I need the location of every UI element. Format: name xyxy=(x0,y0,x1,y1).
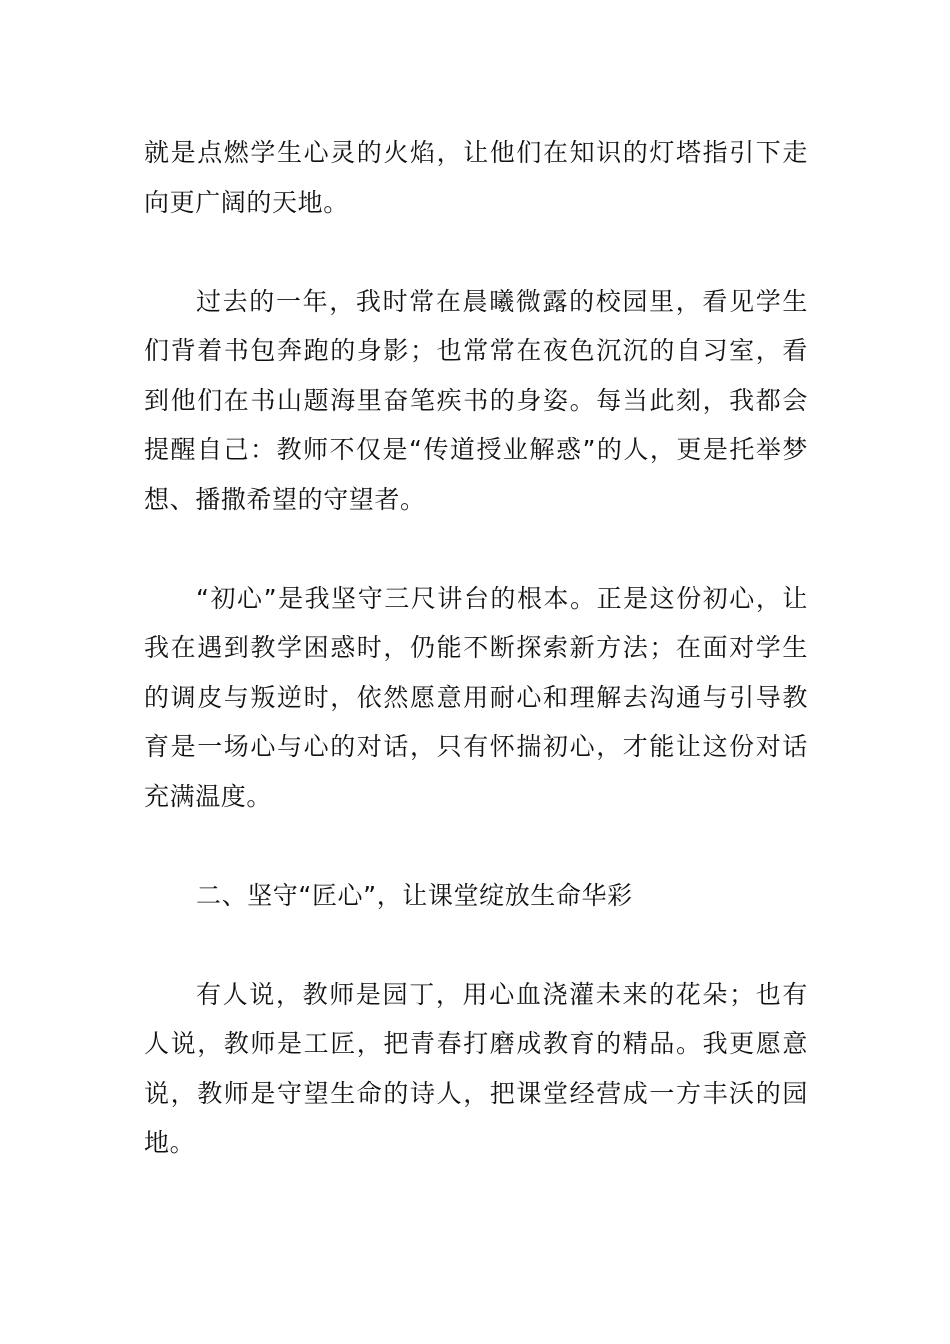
paragraph-original-aspiration: “初心”是我坚守三尺讲台的根本。正是这份初心，让我在遇到教学困惑时，仍能不断探索新方法；在面对学生的调皮与叛逆时，依然愿意用耐心和理解去沟通与引导教育是一场心与心的对话，只有怀揣初心，才能让这份对话充满温度。 xyxy=(144,583,808,811)
paragraph-past-year: 过去的一年，我时常在晨曦微露的校园里，看见学生们背着书包奔跑的身影；也常常在夜色沉沉的自习室，看到他们在书山题海里奋笔疾书的身姿。每当此刻，我都会提醒自己：教师不仅是“传道授业解惑”的人，更是托举梦想、播撒希望的守望者。 xyxy=(144,286,808,514)
paragraph-teacher-metaphor: 有人说，教师是园丁，用心血浇灌未来的花朵；也有人说，教师是工匠，把青春打磨成教育的精品。我更愿意说，教师是守望生命的诗人，把课堂经营成一方丰沃的园地。 xyxy=(144,979,808,1157)
document-body xyxy=(144,128,808,1217)
section-heading: 二、坚守“匠心”，让课堂绽放生命华彩 xyxy=(196,880,633,910)
paragraph-continuation: 就是点燃学生心灵的火焰，让他们在知识的灯塔指引下走向更广阔的天地。 xyxy=(144,138,808,217)
